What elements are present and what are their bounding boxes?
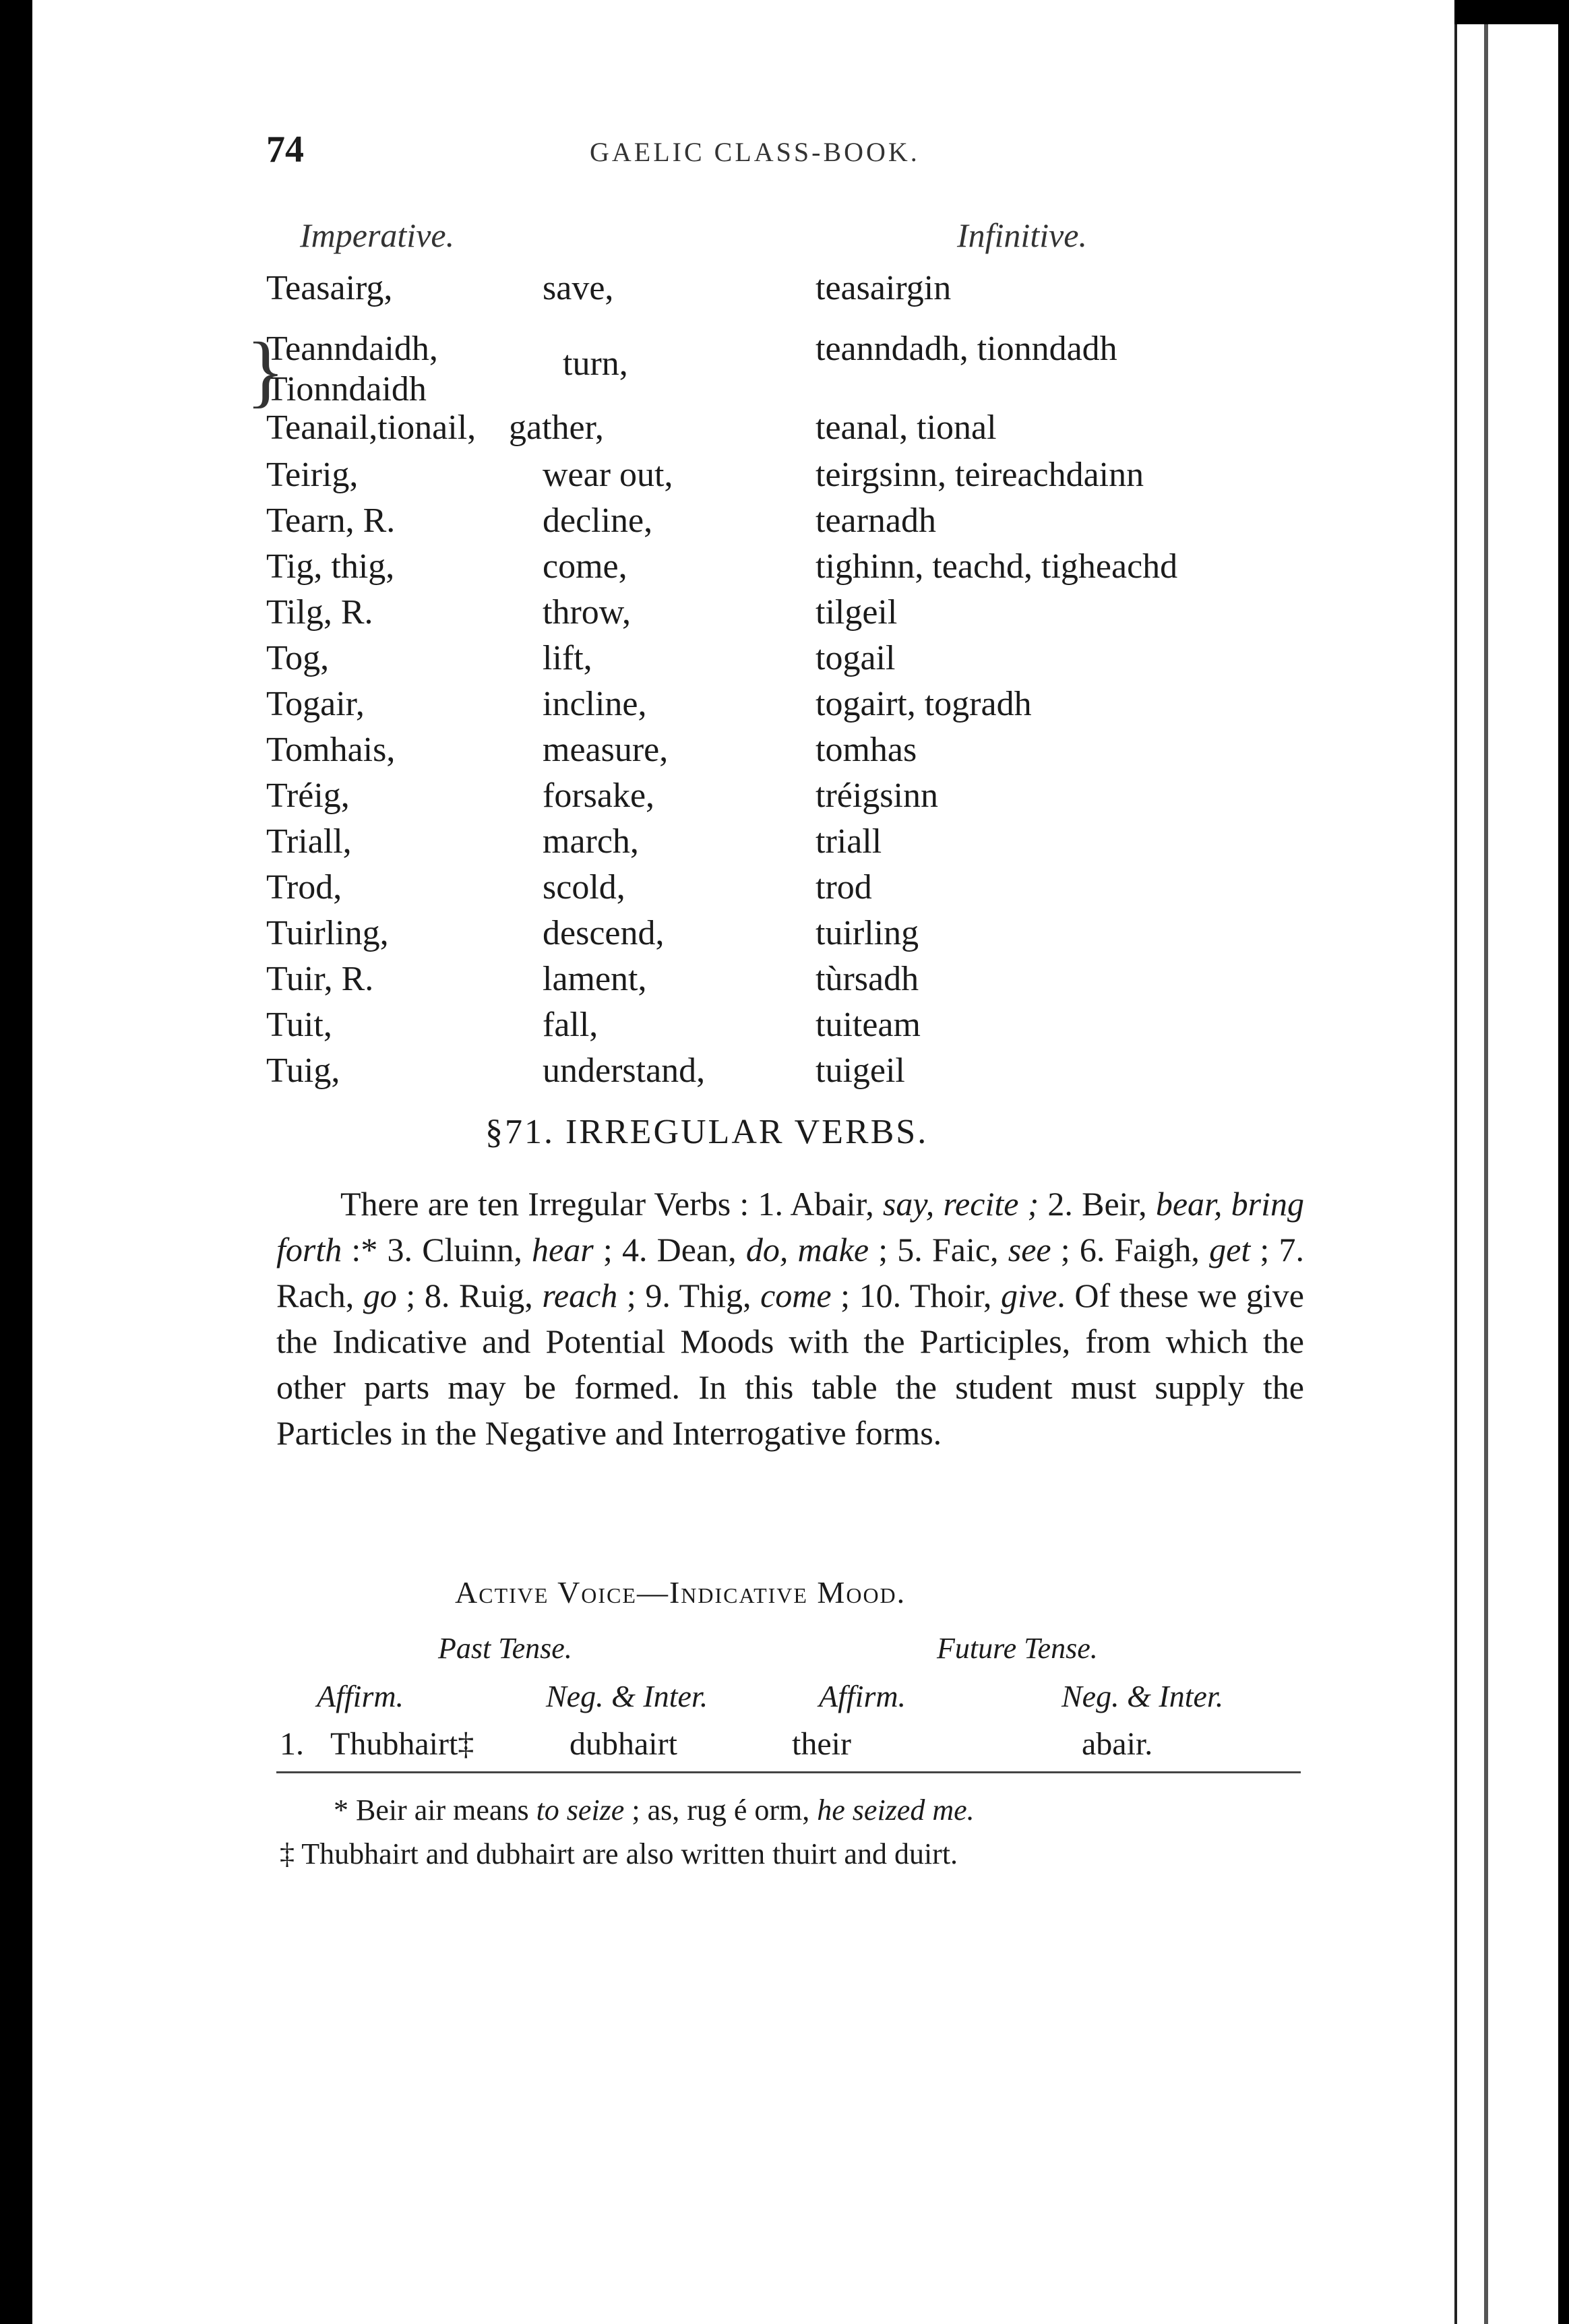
infinitive-form: tomhas [816,731,917,769]
imperative-form: Tréig, [266,776,350,815]
imperative-form: Togair, [266,685,365,723]
infinitive-form: tighinn, teachd, tigheachd [816,547,1178,586]
english-gloss: decline, [543,501,653,540]
imperative-form: Teasairg, [266,269,393,307]
verb-row [266,959,1412,1001]
english-gloss: lament, [543,960,647,998]
infinitive-form: tuirling [816,914,919,952]
english-gloss: wear out, [543,456,673,494]
neg-inter-label: Neg. & Inter. [1062,1679,1224,1713]
page-number: 74 [266,129,304,171]
english-gloss: lift, [543,639,592,677]
verb-row [266,501,1412,543]
verb-row [266,638,1412,680]
imperative-form: Teirig, [266,456,359,494]
section-title: §71. IRREGULAR VERBS. [485,1113,929,1151]
infinitive-form: tuigeil [816,1051,905,1090]
example-past-neg: dubhairt [570,1726,677,1762]
past-tense-heading: Past Tense. [438,1632,572,1665]
imperative-form: Triall, [266,822,352,861]
infinitive-form: tearnadh [816,501,937,540]
english-gloss: gather, [509,408,604,447]
example-number: 1. [280,1726,304,1762]
footnote-rule [276,1771,1301,1773]
english-gloss: measure, [543,731,669,769]
verb-row [266,547,1412,588]
verb-row [266,1051,1412,1093]
imperative-form: Teanail,tionail, [266,408,476,447]
facing-page-edge [1454,24,1558,2324]
infinitive-form: togail [816,639,896,677]
english-gloss: incline, [543,685,647,723]
verb-row [266,329,1412,383]
verb-row [266,1005,1412,1047]
infinitive-form: tréigsinn [816,776,938,815]
imperative-form: Tearn, R. [266,501,396,540]
voice-heading: Active Voice—Indicative Mood. [455,1575,906,1610]
imperative-form: Trod, [266,868,342,907]
example-past-affirm: Thubhairt‡ [330,1726,474,1762]
verb-row [266,913,1412,955]
english-gloss: forsake, [543,776,655,815]
page-header [266,128,1446,175]
imperative-form: Tilg, R. [266,593,373,632]
affirm-label: Affirm. [819,1679,906,1713]
infinitive-form: triall [816,822,882,861]
verb-row [266,684,1412,726]
verb-row [266,455,1412,497]
example-future-affirm: their [792,1726,851,1762]
footnote-1: * Beir air means to seize ; as, rug é orm, he seized me. [334,1794,975,1827]
infinitive-form: tùrsadh [816,960,919,998]
body-paragraph: There are ten Irregular Verbs : 1. Abair, say, recite ; 2. Beir, bear, bring forth :* 3. Cluinn, hear ; 4. Dean, do, make ; 5. Faic, see ; 6. Faigh, get ; 7. Rach, go ; 8. Ruig, reach ; 9. Thig, come ; 10. Thoir, give. Of these we give the Indicative and Potential Moods with the Participles, from which the other parts may be formed. In this table the student must supply the Particles in the Negative and Interrogative forms. [276,1185,1305,1452]
verb-row [266,776,1412,818]
verb-row [266,592,1412,634]
future-tense-heading: Future Tense. [937,1632,1098,1665]
verb-row [266,730,1412,772]
imperative-form: Tuirling, [266,914,389,952]
english-gloss: come, [543,547,627,586]
imperative-form: Tomhais, [266,731,396,769]
footnote-2: ‡ Thubhairt and dubhairt are also written thuirt and duirt. [280,1837,958,1870]
infinitive-form: tilgeil [816,593,898,632]
neg-inter-label: Neg. & Inter. [546,1679,708,1713]
english-gloss: scold, [543,868,625,907]
column-heading-imperative: Imperative. [300,216,455,254]
imperative-form: Tuir, R. [266,960,374,998]
imperative-form: Tog, [266,639,330,677]
imperative-form: Tuig, [266,1051,340,1090]
imperative-form: Teanndaidh, [266,330,438,368]
verb-row [266,822,1412,863]
infinitive-form: teirgsinn, teireachdainn [816,456,1144,494]
infinitive-form: teanal, tional [816,408,997,447]
imperative-form: Tig, thig, [266,547,395,586]
imperative-form: Tuit, [266,1006,332,1044]
verb-row [266,867,1412,909]
english-gloss: throw, [543,593,631,632]
english-gloss: save, [543,269,614,307]
english-gloss: march, [543,822,639,861]
infinitive-form: teanndadh, tionndadh [816,330,1117,368]
brace-glyph: } [246,326,285,415]
page-gutter-line [1484,24,1488,2324]
infinitive-form: trod [816,868,872,907]
verb-row [266,408,1412,450]
english-gloss: understand, [543,1051,706,1090]
infinitive-form: tuiteam [816,1006,921,1044]
verb-row [266,268,1412,310]
column-heading-infinitive: Infinitive. [957,216,1087,254]
affirm-label: Affirm. [317,1679,404,1713]
example-future-neg: abair. [1082,1726,1153,1762]
english-gloss: fall, [543,1006,598,1044]
english-gloss: descend, [543,914,665,952]
infinitive-form: teasairgin [816,269,952,307]
infinitive-form: togairt, togradh [816,685,1032,723]
running-title: GAELIC CLASS-BOOK. [590,137,920,167]
imperative-form: Tionndaidh [266,370,427,408]
verb-row [266,369,1412,411]
english-gloss: turn, [563,344,628,383]
